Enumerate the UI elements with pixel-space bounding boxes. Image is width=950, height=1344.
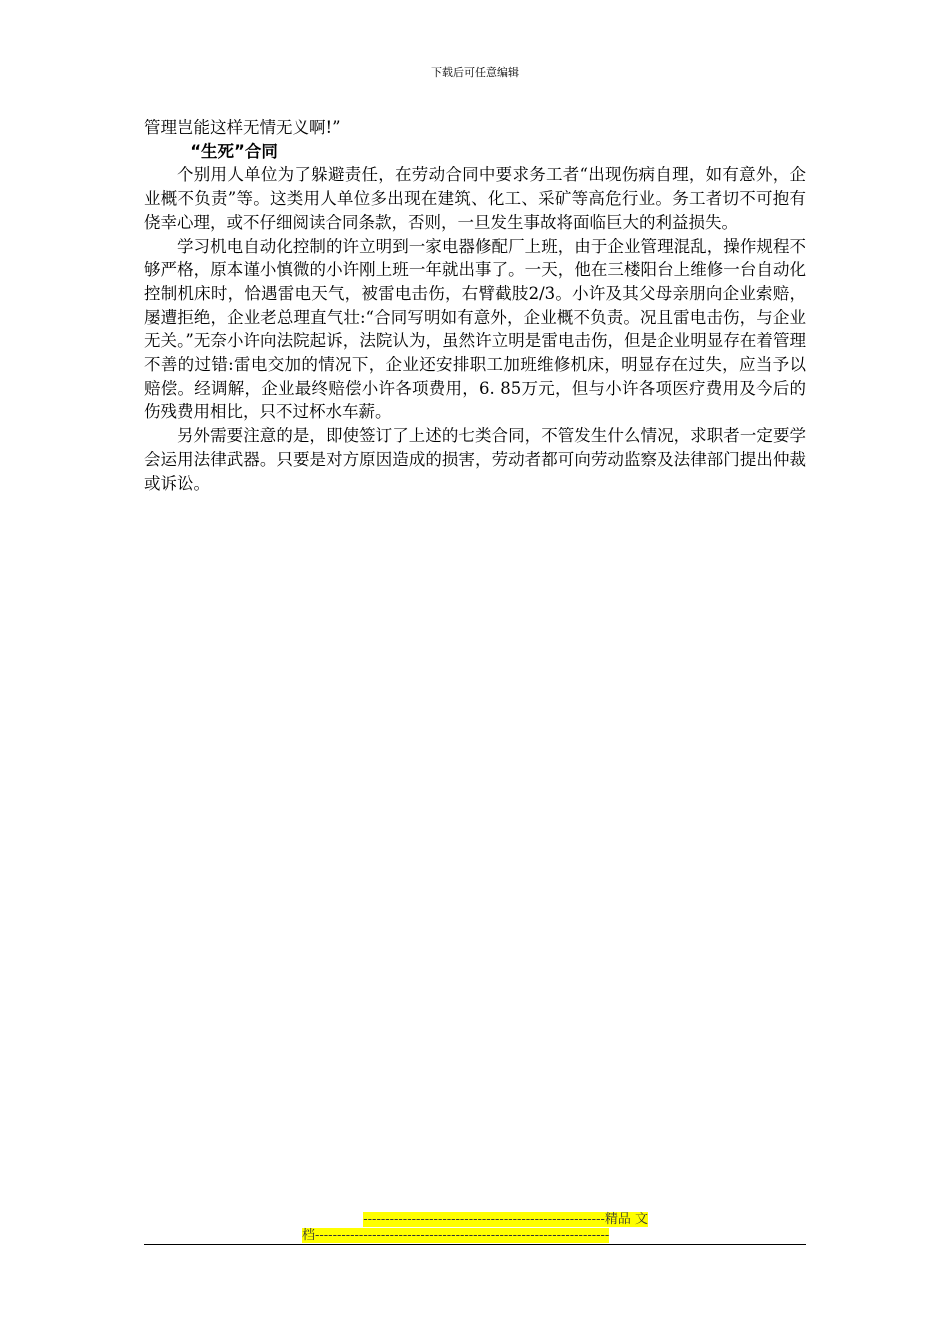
page-header: 下载后可任意编辑	[431, 66, 519, 79]
footer-divider	[144, 1244, 806, 1245]
intro-paragraph: 管理岂能这样无情无义啊!”	[144, 118, 341, 137]
document-body	[144, 116, 806, 495]
paragraph-1: 个别用人单位为了躲避责任，在劳动合同中要求务工者“出现伤病自理，如有意外，企业概不负责”等。这类用人单位多出现在建筑、化工、采矿等高危行业。务工者切不可抱有侥幸心理，或不仔细阅读合同条款，否则，一旦发生事故将面临巨大的利益损失。	[144, 165, 806, 232]
section-title: “生死”合同	[190, 141, 278, 161]
footer-line-2: 档-------------------------------------------------------------------	[302, 1228, 610, 1243]
footer-line-1: -------------------------------------------------------精品 文	[363, 1212, 648, 1227]
paragraph-2: 学习机电自动化控制的许立明到一家电器修配厂上班，由于企业管理混乱，操作规程不够严格，原本谨小慎微的小许刚上班一年就出事了。一天，他在三楼阳台上维修一台自动化控制机床时，恰遇雷电天气，被雷电击伤，右臂截肢2/3。小许及其父母亲朋向企业索赔，屡遭拒绝，企业老总理直气壮:“合同写明如有意外，企业概不负责。况且雷电击伤，与企业无关。”无奈小许向法院起诉，法院认为，虽然许立明是雷电击伤，但是企业明显存在着管理不善的过错:雷电交加的情况下，企业还安排职工加班维修机床，明显存在过失，应当予以赔偿。经调解，企业最终赔偿小许各项费用，6. 85万元，但与小许各项医疗费用及今后的伤残费用相比，只不过杯水车薪。	[144, 236, 806, 422]
footer-watermark	[302, 1212, 648, 1244]
paragraph-3: 另外需要注意的是，即使签订了上述的七类合同，不管发生什么情况，求职者一定要学会运用法律武器。只要是对方原因造成的损害，劳动者都可向劳动监察及法律部门提出仲裁或诉讼。	[144, 426, 806, 493]
